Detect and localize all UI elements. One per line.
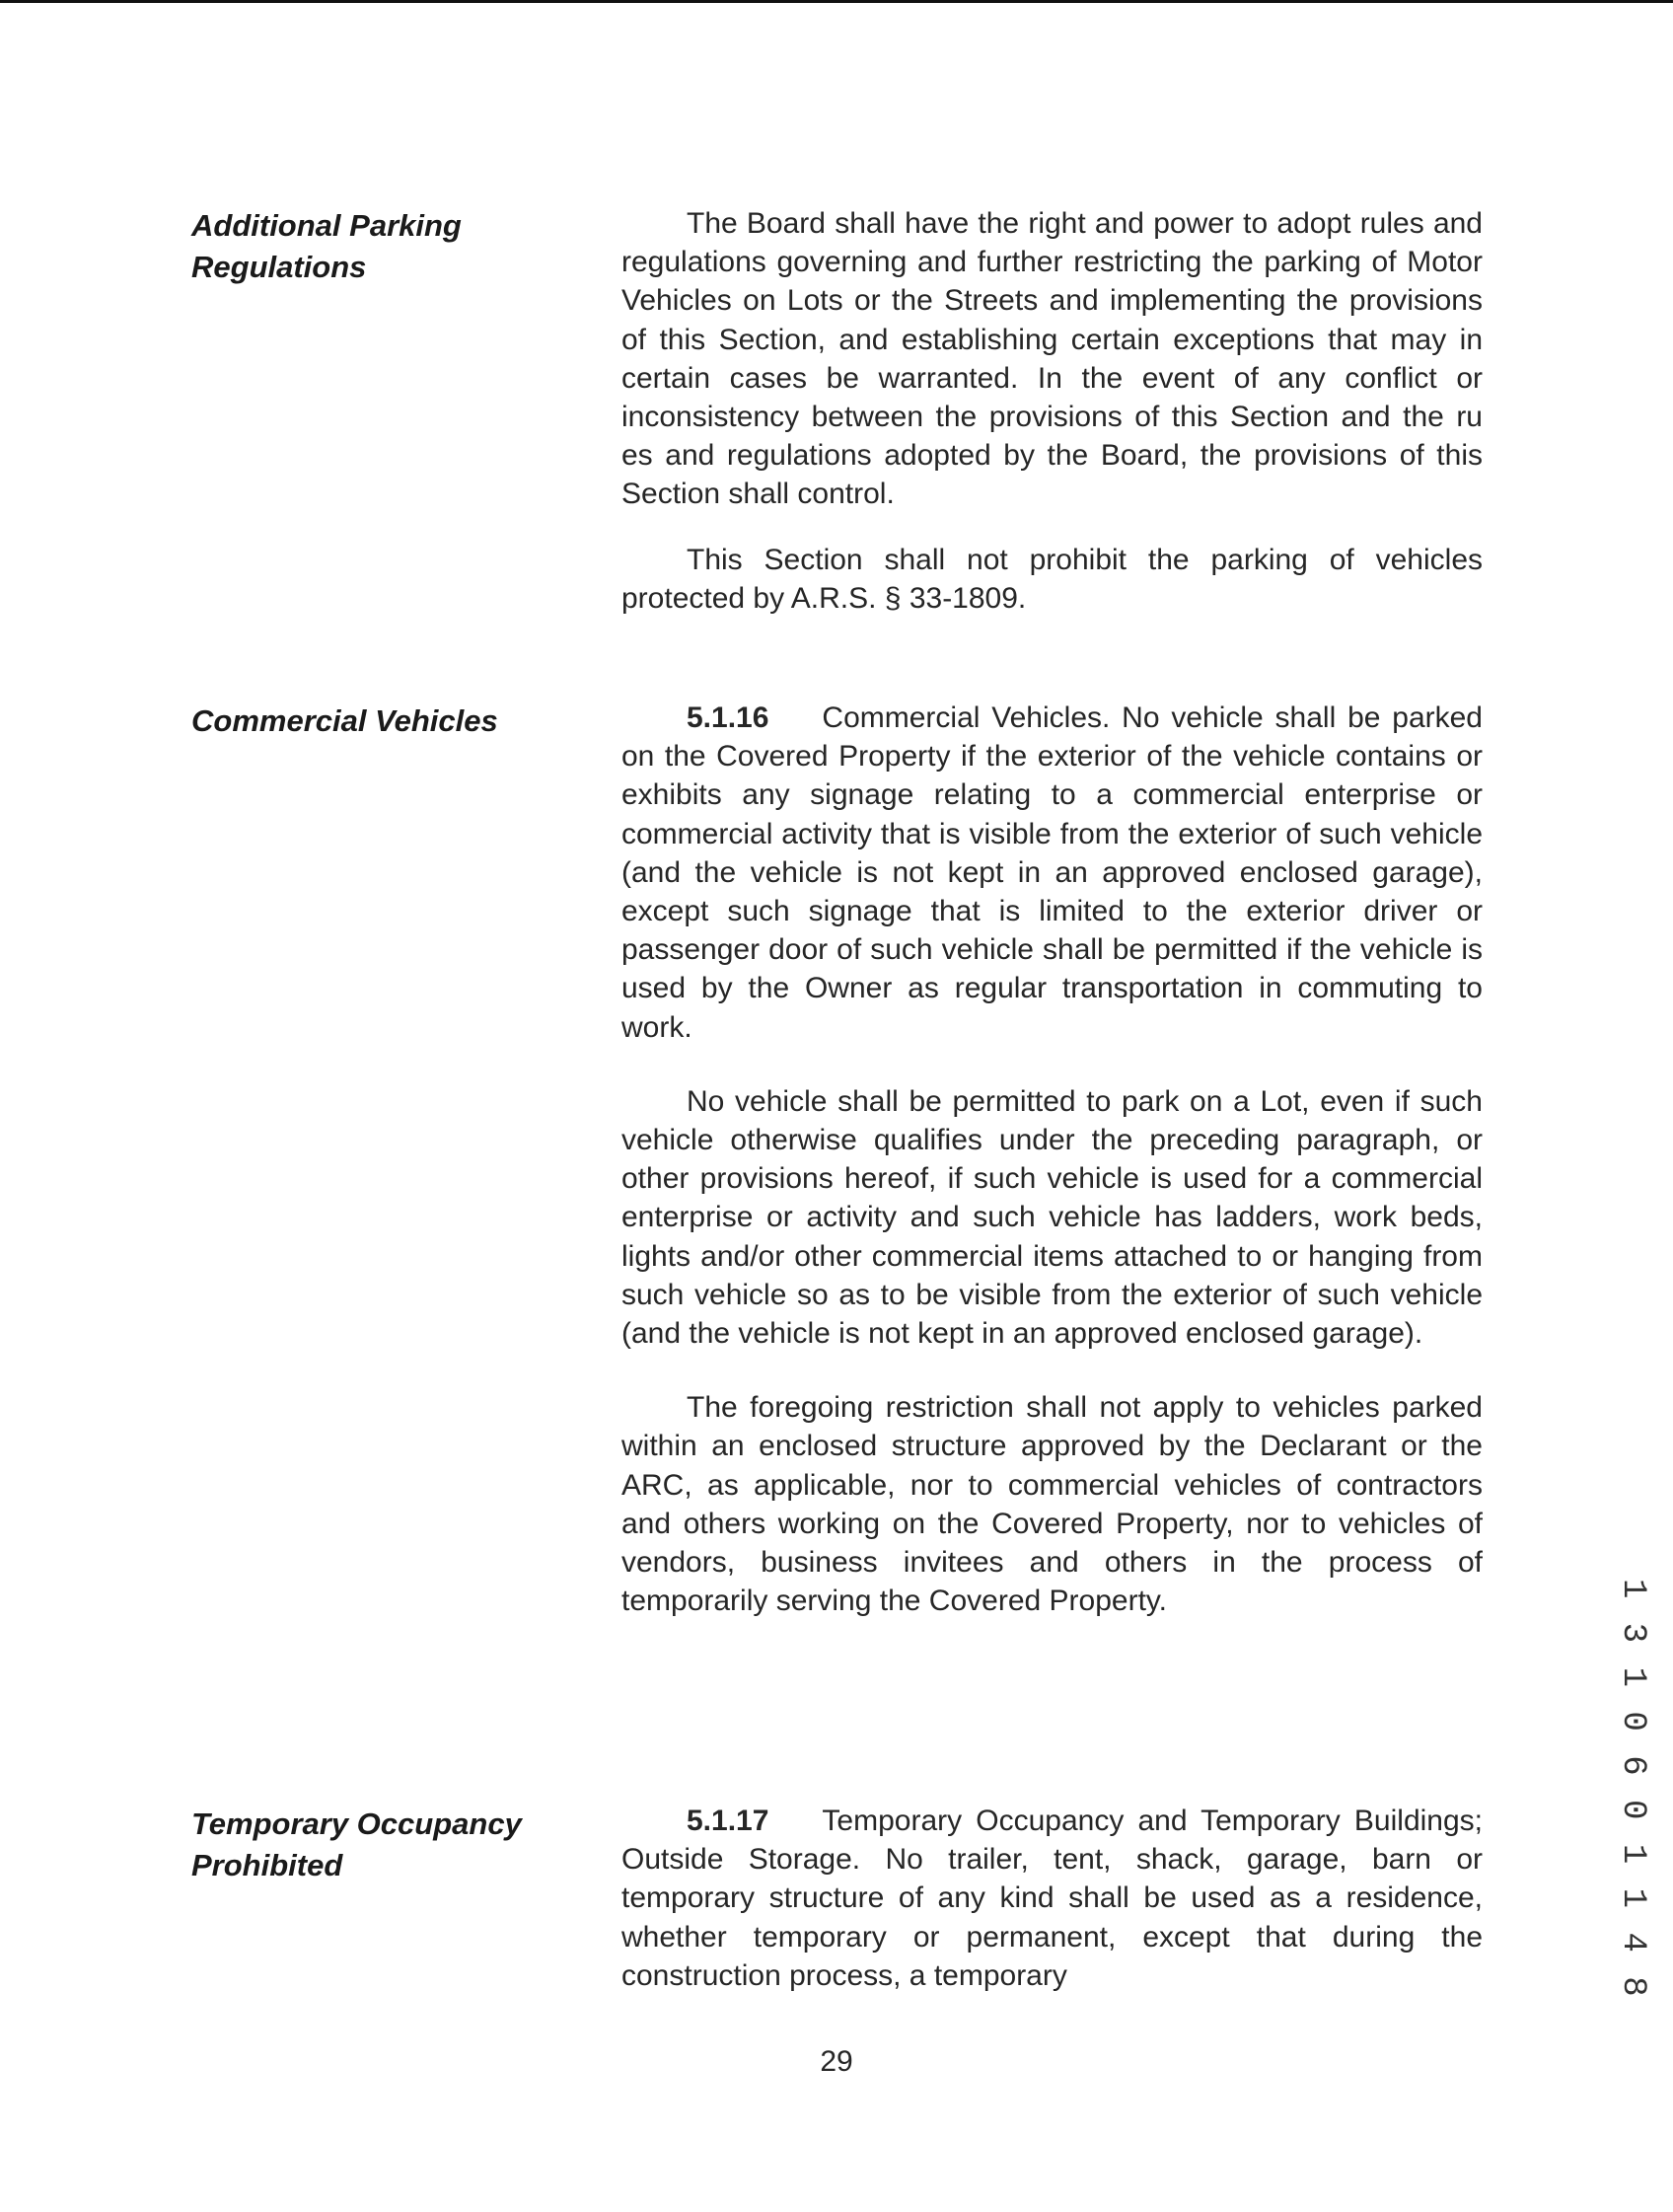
- section-number: 5.1.17: [687, 1805, 769, 1837]
- paragraph: [621, 1802, 1483, 1995]
- section-number: 5.1.16: [687, 701, 769, 734]
- heading-line: Regulations: [191, 250, 367, 284]
- paragraph: The Board shall have the right and power to adopt rules and regulations governing and further restricting the parking of Motor Vehicles on Lots or the Streets and implementing the provisions of this Section, and establishing certain exceptions that may in certain cases be warranted. In the event of any conflict or inconsistency between the provisions of this Section and the ru es and regulations adopted by the Board, the provisions of this Section shall control.: [621, 207, 1483, 511]
- paragraph: The foregoing restriction shall not apply to vehicles parked within an enclosed structure approved by the Declarant or the ARC, as applicable, nor to commercial vehicles of contractors and others working on the Covered Property, nor to vehicles of vendors, business invitees and others in the process of temporarily serving the Covered Property.: [621, 1391, 1483, 1618]
- heading-line: Temporary Occupancy: [191, 1806, 522, 1841]
- paragraph-text: Commercial Vehicles. No vehicle shall be parked on the Covered Property if the exterior of the vehicle contains or exhibits any signage relating to a commercial enterprise or commercial activity that is visible from the exterior of such vehicle (and the vehicle is not kept in an approved enclosed garage), except such signage that is limited to the exterior driver or passenger door of such vehicle shall be permitted if the vehicle is used by the Owner as regular transportation in commuting to work.: [621, 701, 1483, 1044]
- body-temporary-occupancy: [621, 1802, 1483, 1995]
- recording-stamp: 1 3 1 0 6 0 1 1 4 8: [1614, 1579, 1651, 1999]
- heading-line: Commercial Vehicles: [191, 703, 498, 738]
- heading-line: Prohibited: [191, 1848, 343, 1882]
- page-number: 29: [820, 2045, 853, 2078]
- paragraph: No vehicle shall be permitted to park on a Lot, even if such vehicle otherwise qualifies under the preceding paragraph, or other provisions hereof, if such vehicle is used for a commercial enterprise or activity and such vehicle has ladders, work beds, lights and/or other commercial items attached to or hanging from such vehicle so as to be visible from the exterior of such vehicle (and the vehicle is not kept in an approved enclosed garage).: [621, 1084, 1483, 1351]
- heading-commercial-vehicles: [191, 700, 586, 742]
- paragraph-text: Temporary Occupancy and Temporary Buildings; Outside Storage. No trailer, tent, shack, garage, barn or temporary structure of any kind shall be used as a residence, whether temporary or permanent, except that during the construction process, a temporary: [621, 1805, 1483, 1992]
- heading-additional-parking-regulations: [191, 205, 586, 288]
- body-commercial-vehicles: [621, 699, 1483, 1620]
- paragraph: This Section shall not prohibit the parking of vehicles protected by A.R.S. § 33-1809.: [621, 543, 1483, 615]
- top-border-line: [0, 0, 1673, 3]
- heading-temporary-occupancy-prohibited: [191, 1804, 586, 1886]
- body-additional-parking-regulations: [621, 204, 1483, 618]
- paragraph: [621, 699, 1483, 1047]
- heading-line: Additional Parking: [191, 208, 462, 243]
